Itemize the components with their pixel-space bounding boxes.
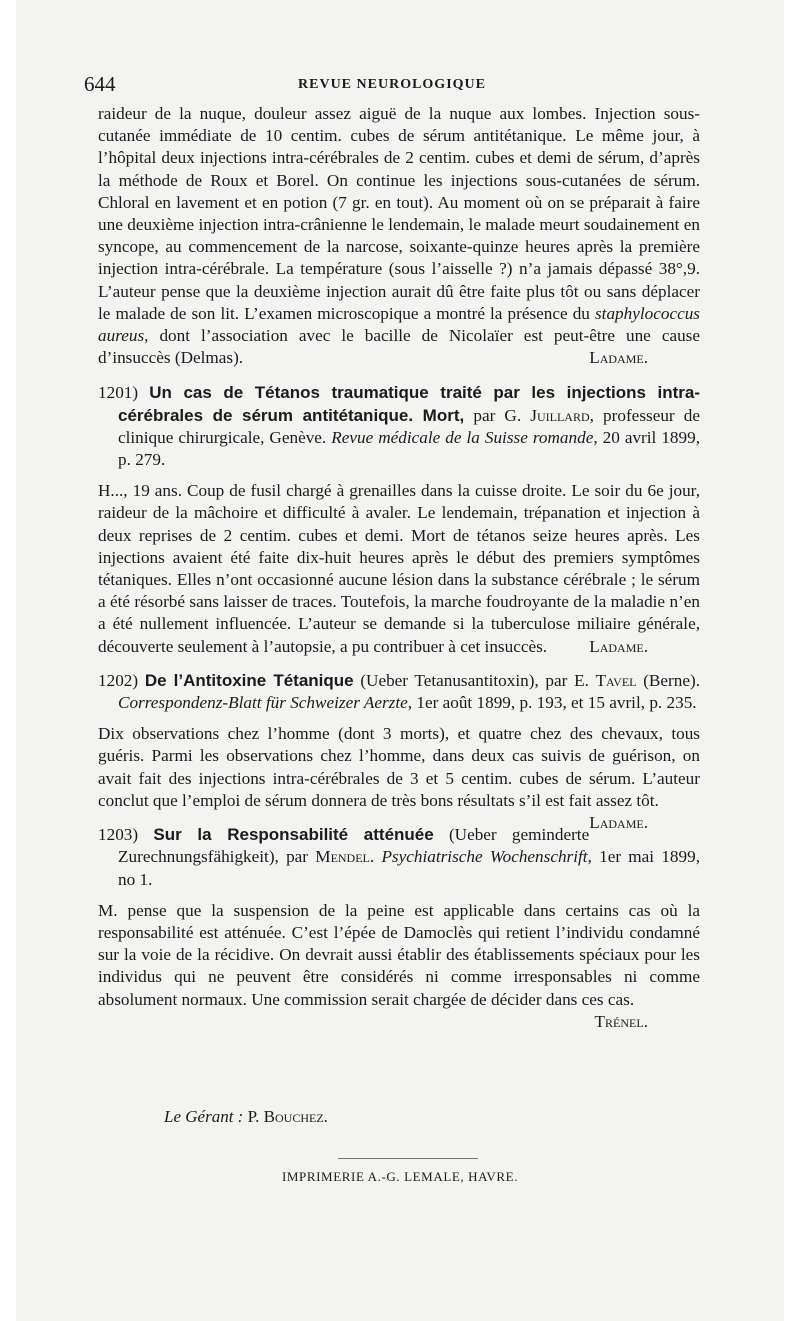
entry-number: 1203) xyxy=(98,825,139,845)
entry-journal: Revue médicale de la Suisse romande xyxy=(331,427,594,447)
entry-author: Juillard xyxy=(530,405,590,425)
entry-title: Sur la Responsabilité atténuée xyxy=(153,825,434,845)
entry-author: Mendel xyxy=(315,847,370,867)
continued-text-end: , dont l’association avec le bacille de Nicolaïer est peut-être une cause d’insuccès (Delmas). xyxy=(98,326,700,368)
entry-abstract xyxy=(98,900,700,1031)
entry-citation: , 1er août 1899, p. 193, et 15 avril, p. 235. xyxy=(407,693,697,713)
gerant-label: Le Gérant : xyxy=(164,1107,244,1126)
entry-journal: Correspondenz-Blatt für Schweizer Aerzte xyxy=(118,693,408,713)
entry-by: (Ueber geminderte Zurechnungsfähigkeit), par xyxy=(118,825,590,867)
running-title: REVUE NEUROLOGIQUE xyxy=(298,77,486,92)
page-number: 644 xyxy=(84,72,116,96)
page-header xyxy=(84,72,700,96)
entry-details: . xyxy=(369,847,382,867)
entry-title: De l’Antitoxine Tétanique xyxy=(144,670,354,690)
entry-number: 1201) xyxy=(98,383,139,403)
entry-by: par G. xyxy=(464,405,531,425)
article-body xyxy=(98,103,700,1033)
signature: Ladame. xyxy=(589,348,648,368)
abstract-text: H..., 19 ans. Coup de fusil chargé à grenailles dans la cuisse droite. Le soir du 6e jour, raideur de la mâchoire et difficulté à avaler. Le lendemain, trépanation et injection à deux reprises de 2 centim. cubes et demi. Mort de tétanos seize heures après. Les injections avaient été faite dix-huit heures après le début des premiers symptômes tétaniques. Elles n’ont occasionné aucune lésion dans la substance cérébrale ; le sérum a été résorbé sans laisser de traces. Toutefois, la marche foudroyante de la maladie n’en a été nullement influencée. L’auteur se demande si la tuberculose miliaire générale, découverte seulement à l’autopsie, a pu contribuer à cet insuccès. xyxy=(98,481,700,656)
signature: Ladame. xyxy=(589,813,648,833)
signature: Ladame. xyxy=(589,636,648,656)
entry-title: Un cas de Tétanos traumatique traité par les injections intra-cérébrales de sérum antitétanique. Mort, xyxy=(118,383,700,425)
signature: Trénel. xyxy=(594,1011,648,1031)
abstract-text: Dix observations chez l’homme (dont 3 morts), et quatre chez des chevaux, tous guéris. Parmi les observations chez l’homme, dans deux cas suivis de guérison, on avait fait des injections intra-cérébrales de 3 et 5 centim. cubes de sérum. L’auteur conclut que l’emploi de sérum donnera de très bons résultats s’il est fait assez tôt. xyxy=(98,724,700,810)
gerant-name: P. Bouchez. xyxy=(247,1107,328,1126)
abstract-text: M. pense que la suspension de la peine est applicable dans certains cas où la responsabilité est atténuée. C’est l’épée de Damoclès qui retient l’individu condamné sur la voie de la récidive. On devrait aussi établir des établissements spéciaux pour les individus qui ne peuvent être considérés ni comme irresponsables ni comme absolument normaux. Une commission serait chargée de décider dans ces cas. xyxy=(98,900,700,1009)
entry-details: (Berne). xyxy=(636,670,700,690)
entry-heading xyxy=(98,670,700,714)
gerant-line xyxy=(164,1107,328,1127)
divider xyxy=(338,1158,478,1159)
entry-citation: , 20 avril 1899, p. 279. xyxy=(118,427,701,470)
entry-heading xyxy=(98,382,700,471)
entry-journal: Psychiatrische Wochenschrift xyxy=(381,847,588,867)
continued-text: raideur de la nuque, douleur assez aiguë de la nuque aux lombes. Injection sous-cutanée immédiate de 10 centim. cubes de sérum antitétanique. Le même jour, à l’hôpital deux injections intra-cérébrales de 2 centim. cubes et demi de sérum, d’après la méthode de Roux et Borel. On continue les injections sous-cutanées de sérum. Chloral en lavement et en potion (7 gr. en tout). Au moment où on se préparait à faire une deuxième injection intra-crânienne le lendemain, le malade meurt soudainement en syncope, au commencement de la narcose, soixante-quinze heures après la première injection intra-cérébrale. La température (sous l’aisselle ?) n’a jamais dépassé 38°,9. L’auteur pense que la deuxième injection aurait dû être faite plus tôt ou sans déplacer le malade de son lit. L’examen microscopique a montré la présence du xyxy=(98,104,700,323)
entry-details: , professeur de clinique chirurgicale, Genève. xyxy=(118,405,700,447)
entry-number: 1202) xyxy=(98,670,139,690)
entry-1202 xyxy=(98,670,700,833)
continued-abstract xyxy=(98,103,700,369)
entry-citation: , 1er mai 1899, no 1. xyxy=(118,847,700,889)
entry-author: Tavel xyxy=(595,670,637,690)
entry-abstract xyxy=(98,480,700,658)
printer-imprint: IMPRIMERIE A.-G. LEMALE, HAVRE. xyxy=(281,1169,519,1184)
entry-1203 xyxy=(98,824,700,1031)
entry-by: (Ueber Tetanusantitoxin), par E. xyxy=(353,670,596,690)
italic-term: staphylococcus aureus xyxy=(98,303,700,346)
entry-abstract xyxy=(98,723,700,833)
entry-1201 xyxy=(98,382,700,657)
